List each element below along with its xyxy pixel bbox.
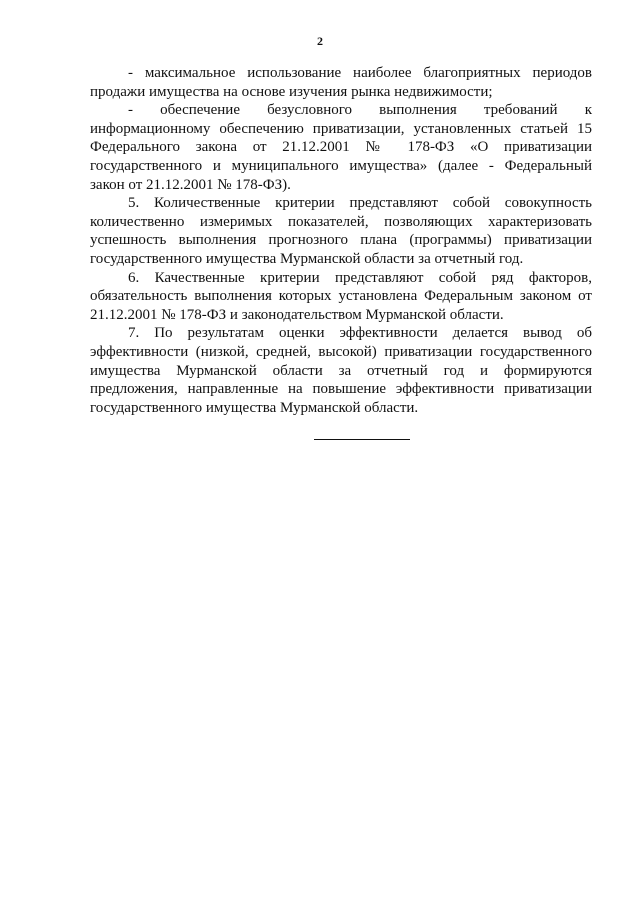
text-line: 7. По результатам оценки эффективности делается вывод об (128, 325, 592, 342)
paragraph-7 (90, 324, 592, 417)
text-line: государственного имущества Мурманской области. (90, 399, 419, 416)
text-line: информационному обеспечению приватизации, установленных статьей 15 (90, 120, 592, 137)
text-line: имущества Мурманской области за отчетный год и формируются (90, 362, 592, 379)
text-line: государственного имущества Мурманской области за отчетный год. (90, 250, 524, 267)
paragraph-6 (90, 269, 592, 325)
text-line: государственного и муниципального имущества» (далее - Федеральный (90, 157, 592, 174)
text-line: количественно измеримых показателей, позволяющих характеризовать (90, 213, 592, 230)
text-line: закон от 21.12.2001 № 178-ФЗ). (90, 176, 291, 193)
text-line: эффективности (низкой, средней, высокой) приватизации государственного (90, 343, 592, 360)
paragraph-bullet-2 (90, 101, 592, 194)
end-divider-line (314, 439, 410, 440)
text-line: Федерального закона от 21.12.2001 № 178-ФЗ «О приватизации (90, 139, 592, 156)
text-line: предложения, направленные на повышение эффективности приватизации (90, 381, 592, 398)
text-line: 21.12.2001 № 178-ФЗ и законодательством Мурманской области. (90, 306, 504, 323)
text-line: - максимальное использование наиболее благоприятных периодов (128, 65, 592, 81)
text-line: 5. Количественные критерии представляют собой совокупность (128, 195, 592, 212)
text-line: продажи имущества на основе изучения рынка недвижимости; (90, 83, 493, 100)
text-line: 6. Качественные критерии представляют собой ряд факторов, (128, 269, 592, 286)
paragraph-5 (90, 194, 592, 268)
page-number: 2 (317, 34, 323, 48)
text-line: обязательность выполнения которых установлена Федеральным законом от (90, 288, 592, 305)
text-line: - обеспечение безусловного выполнения требований к (128, 102, 592, 119)
paragraph-bullet-1 (90, 64, 592, 101)
text-line: успешность выполнения прогнозного плана (программы) приватизации (90, 232, 592, 249)
document-body (90, 64, 592, 417)
